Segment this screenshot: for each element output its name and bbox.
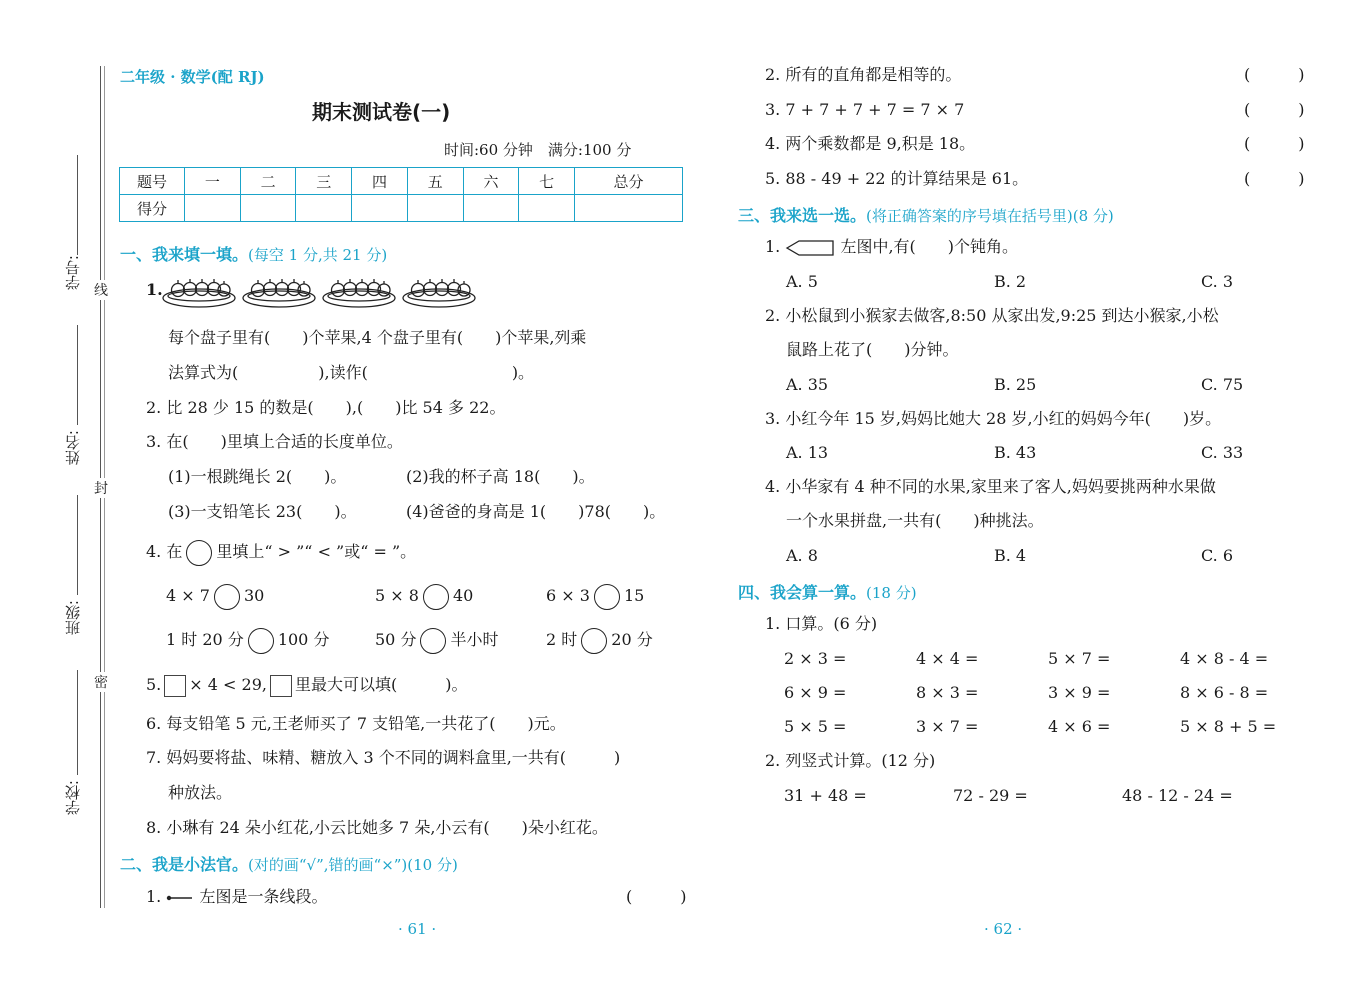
score-input-cell[interactable]: [407, 195, 463, 222]
vertical-item: 48 - 12 - 24 =: [1122, 786, 1233, 805]
q4-compare-item: 2 时 20 分: [546, 625, 653, 655]
choice-option[interactable]: C. 6: [1201, 546, 1234, 565]
compare-circle[interactable]: [581, 628, 607, 654]
score-input-cell[interactable]: [352, 195, 408, 222]
q4-compare-item: 50 分 半小时: [375, 625, 498, 655]
oral-item: 8 × 6 - 8 =: [1180, 683, 1269, 702]
q1-line1: 每个盘子里有( )个苹果,4 个盘子里有( )个苹果,列乘: [168, 328, 587, 347]
score-row-label: 得分: [120, 195, 185, 222]
q4-compare-item: 1 时 20 分 100 分: [166, 625, 329, 655]
name-label: 姓名:: [64, 430, 82, 466]
oral-item: 4 × 6 =: [1048, 717, 1111, 736]
section3-title: 三、我来选一选。(将正确答案的序号填在括号里)(8 分): [738, 206, 1114, 225]
compare-circle-sample: [186, 540, 212, 566]
class-label: 班级:: [64, 600, 82, 636]
score-cell: 三: [296, 168, 352, 195]
apple-plates-illustration: [162, 274, 482, 310]
score-cell: 五: [407, 168, 463, 195]
line-segment-icon: [166, 893, 194, 903]
oral-item: 3 × 7 =: [916, 717, 979, 736]
section4-title: 四、我会算一算。(18 分): [738, 583, 917, 602]
choice-q2-line1: 2. 小松鼠到小猴家去做客,8:50 从家出发,9:25 到达小猴家,小松: [765, 306, 1219, 325]
seal-char-secret: 密: [94, 672, 108, 692]
q4-compare-item: 6 × 3 15: [546, 581, 644, 611]
q4-text: 4. 在 里填上“ > ”“ < ”或“ = ”。: [146, 537, 416, 567]
compare-circle[interactable]: [423, 584, 449, 610]
class-line[interactable]: [77, 495, 78, 595]
score-table: [119, 167, 683, 222]
oral-item: 8 × 3 =: [916, 683, 979, 702]
judge-q1: 1. 左图是一条线段。: [146, 887, 328, 906]
judge-answer-paren[interactable]: ( ): [1244, 65, 1305, 84]
oral-item: 5 × 7 =: [1048, 649, 1111, 668]
choice-option[interactable]: B. 2: [994, 272, 1027, 291]
score-table-score-row: [120, 195, 683, 222]
q8-text: 8. 小琳有 24 朵小红花,小云比她多 7 朵,小云有( )朵小红花。: [146, 818, 608, 837]
score-cell: 六: [463, 168, 519, 195]
oral-calc-heading: 1. 口算。(6 分): [765, 614, 878, 633]
exam-title: 期末测试卷(一): [312, 100, 451, 124]
oral-item: 5 × 8 + 5 =: [1180, 717, 1277, 736]
compare-circle[interactable]: [594, 584, 620, 610]
student-id-label: 学号:: [64, 255, 82, 291]
oral-item: 3 × 9 =: [1048, 683, 1111, 702]
answer-box[interactable]: [270, 675, 292, 697]
score-cell: 总分: [575, 168, 683, 195]
oral-item: 4 × 8 - 4 =: [1180, 649, 1269, 668]
q3-item-3: (3)一支铅笔长 23( )。: [168, 502, 357, 521]
score-cell: 二: [240, 168, 296, 195]
q7-line1: 7. 妈妈要将盐、味精、糖放入 3 个不同的调料盒里,一共有( ): [146, 748, 621, 767]
q3-text: 3. 在( )里填上合适的长度单位。: [146, 432, 403, 451]
choice-option[interactable]: C. 75: [1201, 375, 1244, 394]
score-input-cell[interactable]: [296, 195, 352, 222]
oral-item: 4 × 4 =: [916, 649, 979, 668]
school-line[interactable]: [77, 670, 78, 775]
oral-item: 5 × 5 =: [784, 717, 847, 736]
page-number-left: · 61 ·: [398, 920, 437, 938]
judge-q5: 5. 88 - 49 + 22 的计算结果是 61。: [765, 169, 1029, 188]
q3-item-2: (2)我的杯子高 18( )。: [406, 467, 595, 486]
judge-answer-paren[interactable]: ( ): [626, 887, 687, 906]
seal-char-seal: 封: [94, 478, 108, 498]
q7-line2: 种放法。: [168, 783, 233, 802]
q6-text: 6. 每支铅笔 5 元,王老师买了 7 支铅笔,一共花了( )元。: [146, 714, 566, 733]
choice-q4-line1: 4. 小华家有 4 种不同的水果,家里来了客人,妈妈要挑两种水果做: [765, 477, 1216, 496]
section1-title: 一、我来填一填。(每空 1 分,共 21 分): [120, 245, 388, 264]
oral-item: 2 × 3 =: [784, 649, 847, 668]
score-input-cell[interactable]: [185, 195, 241, 222]
choice-option[interactable]: B. 43: [994, 443, 1037, 462]
q1-number: 1.: [146, 280, 163, 299]
score-cell: 题号: [120, 168, 185, 195]
score-input-cell[interactable]: [463, 195, 519, 222]
score-cell: 四: [352, 168, 408, 195]
vertical-item: 31 + 48 =: [784, 786, 867, 805]
choice-option[interactable]: C. 3: [1201, 272, 1234, 291]
seal-char-line: 线: [94, 280, 108, 300]
judge-q3: 3. 7 + 7 + 7 + 7 = 7 × 7: [765, 100, 965, 119]
choice-option[interactable]: A. 8: [786, 546, 818, 565]
score-cell: 一: [185, 168, 241, 195]
q5-text: 5. × 4 < 29, 里最大可以填( )。: [146, 672, 467, 698]
section2-title: 二、我是小法官。(对的画“√”,错的画“×”)(10 分): [120, 855, 458, 874]
score-cell: 七: [519, 168, 575, 195]
choice-q4-line2: 一个水果拼盘,一共有( )种挑法。: [786, 511, 1044, 530]
score-table-header-row: [120, 168, 683, 195]
score-input-cell[interactable]: [519, 195, 575, 222]
compare-circle[interactable]: [248, 628, 274, 654]
choice-option[interactable]: A. 13: [786, 443, 829, 462]
judge-answer-paren[interactable]: ( ): [1244, 134, 1305, 153]
choice-option[interactable]: B. 25: [994, 375, 1037, 394]
name-line[interactable]: [77, 325, 78, 425]
q4-compare-item: 4 × 7 30: [166, 581, 264, 611]
student-id-line[interactable]: [77, 155, 78, 255]
choice-option[interactable]: A. 35: [786, 375, 829, 394]
q1-line2: 法算式为( ),读作( )。: [168, 363, 535, 382]
choice-option[interactable]: B. 4: [994, 546, 1027, 565]
compare-circle[interactable]: [214, 584, 240, 610]
compare-circle[interactable]: [420, 628, 446, 654]
q3-item-4: (4)爸爸的身高是 1( )78( )。: [406, 502, 666, 521]
judge-q2: 2. 所有的直角都是相等的。: [765, 65, 962, 84]
judge-answer-paren[interactable]: ( ): [1244, 100, 1305, 119]
page-number-right: · 62 ·: [984, 920, 1023, 938]
q3-item-1: (1)一根跳绳长 2( )。: [168, 467, 347, 486]
obtuse-angle-shape-icon: [785, 239, 835, 257]
choice-q3: 3. 小红今年 15 岁,妈妈比她大 28 岁,小红的妈妈今年( )岁。: [765, 409, 1222, 428]
q2-text: 2. 比 28 少 15 的数是( ),( )比 54 多 22。: [146, 398, 506, 417]
score-input-cell[interactable]: [575, 195, 683, 222]
judge-answer-paren[interactable]: ( ): [1244, 169, 1305, 188]
choice-q1: 1. 左图中,有( )个钝角。: [765, 237, 1019, 256]
judge-q4: 4. 两个乘数都是 9,积是 18。: [765, 134, 976, 153]
q4-compare-item: 5 × 8 40: [375, 581, 473, 611]
choice-option[interactable]: C. 33: [1201, 443, 1244, 462]
vertical-item: 72 - 29 =: [953, 786, 1028, 805]
choice-q2-line2: 鼠路上花了( )分钟。: [786, 340, 959, 359]
vertical-calc-heading: 2. 列竖式计算。(12 分): [765, 751, 936, 770]
time-info: 时间:60 分钟 满分:100 分: [444, 141, 632, 159]
choice-option[interactable]: A. 5: [786, 272, 818, 291]
score-input-cell[interactable]: [240, 195, 296, 222]
school-label: 学校:: [64, 780, 82, 816]
grade-subject-header: 二年级 · 数学(配 RJ): [120, 68, 265, 86]
oral-item: 6 × 9 =: [784, 683, 847, 702]
answer-box[interactable]: [164, 675, 186, 697]
